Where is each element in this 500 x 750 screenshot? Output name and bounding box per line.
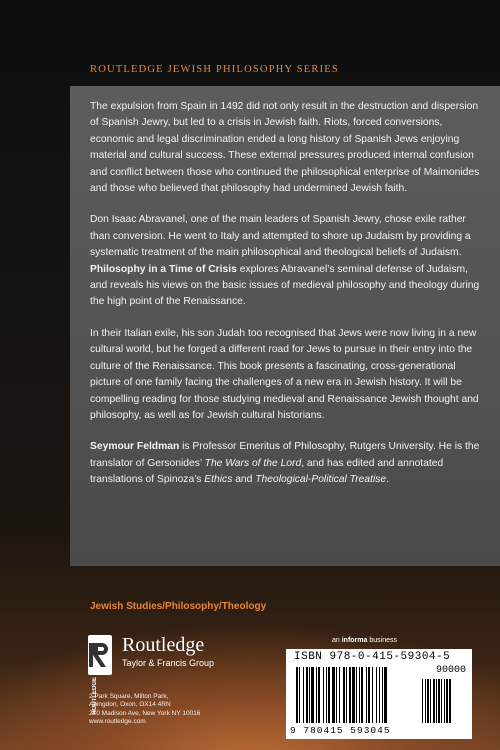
author-bio-d: .	[386, 474, 389, 486]
publisher-vertical-label: ROUTLEDGE	[92, 677, 98, 715]
informa-prefix: an	[332, 637, 342, 644]
informa-brand: informa	[341, 637, 368, 644]
isbn-label: ISBN 978-0-415-59304-5	[294, 651, 451, 663]
subject-categories: Jewish Studies/Philosophy/Theology	[90, 601, 267, 612]
barcode-digits: 9 780415 593045	[290, 725, 391, 736]
barcode	[286, 649, 472, 739]
barcode-addon: 90000	[435, 665, 466, 676]
blurb-paragraph-3: In their Italian exile, his son Judah too recognised that Jews were now living in a new cultural world, but he forged a different road for Jews to pursue in their entry into the culture of the Renaissance. This book presents a fascinating, cross-generational picture of one family facing the challenges of a new era in Jewish history. It will be compelling reading for those studying medieval and Renaissance Jewish thought and philosophy, as well as for Jewish cultural historians.	[90, 327, 479, 421]
informa-tagline	[332, 637, 397, 644]
routledge-logo-icon	[88, 635, 112, 675]
author-bio	[90, 439, 485, 488]
blurb-paragraph-1: The expulsion from Spain in 1492 did not only result in the destruction and dispersion of Spanish Jewry, but led to a crisis in Jewish faith. Riots, forced conversions, economic and legal discrimination ended a long history of Spanish Jews enjoying material and cultural success. These external pressures produced internal confusion and conflict between those who continued the philosophical enterprise of Maimonides and those who believed that philosophy had undermined Jewish faith.	[90, 101, 480, 195]
publisher-address	[89, 693, 289, 727]
author-work-3: Theological-Political Treatise	[255, 474, 387, 486]
address-line: 270 Madison Ave, New York NY 10016	[89, 709, 201, 717]
author-bio-a: is Professor Emeritus of Philosophy, Rutgers University. He is the translator of Gersonides’	[90, 441, 480, 469]
book-title: Philosophy in a Time of Crisis	[90, 263, 237, 275]
author-name: Seymour Feldman	[90, 441, 180, 453]
address-line: 2 Park Square, Milton Park,	[89, 693, 169, 700]
blurb-p2-end: explores Abravanel’s seminal defense of Judaism, and reveals his views on the basic issues of medieval philosophy and theology during the high point of the Renaissance.	[90, 263, 480, 308]
publisher-name: Routledge	[122, 634, 205, 656]
publisher-group: Taylor & Francis Group	[122, 658, 215, 668]
address-line: Abingdon, Oxon, OX14 4RN	[89, 701, 171, 709]
author-work-2: Ethics	[204, 474, 233, 486]
address-line: www.routledge.com	[89, 718, 146, 726]
series-title: ROUTLEDGE JEWISH PHILOSOPHY SERIES	[90, 64, 339, 75]
informa-suffix: business	[367, 637, 397, 644]
blurb-paragraph-2	[90, 212, 485, 310]
blurb-text	[90, 99, 485, 504]
author-work-1: The Wars of the Lord	[204, 457, 302, 469]
blurb-p2-start: Don Isaac Abravanel, one of the main leaders of Spanish Jewry, chose exile rather than conversion. He went to Italy and attempted to shore up Judaism by providing a systematic treatment of the main philosophical and theological beliefs of Judaism.	[90, 214, 471, 259]
author-bio-c: and	[232, 474, 256, 486]
author-bio-b: , and has edited and annotated translations of Spinoza’s	[90, 457, 444, 486]
